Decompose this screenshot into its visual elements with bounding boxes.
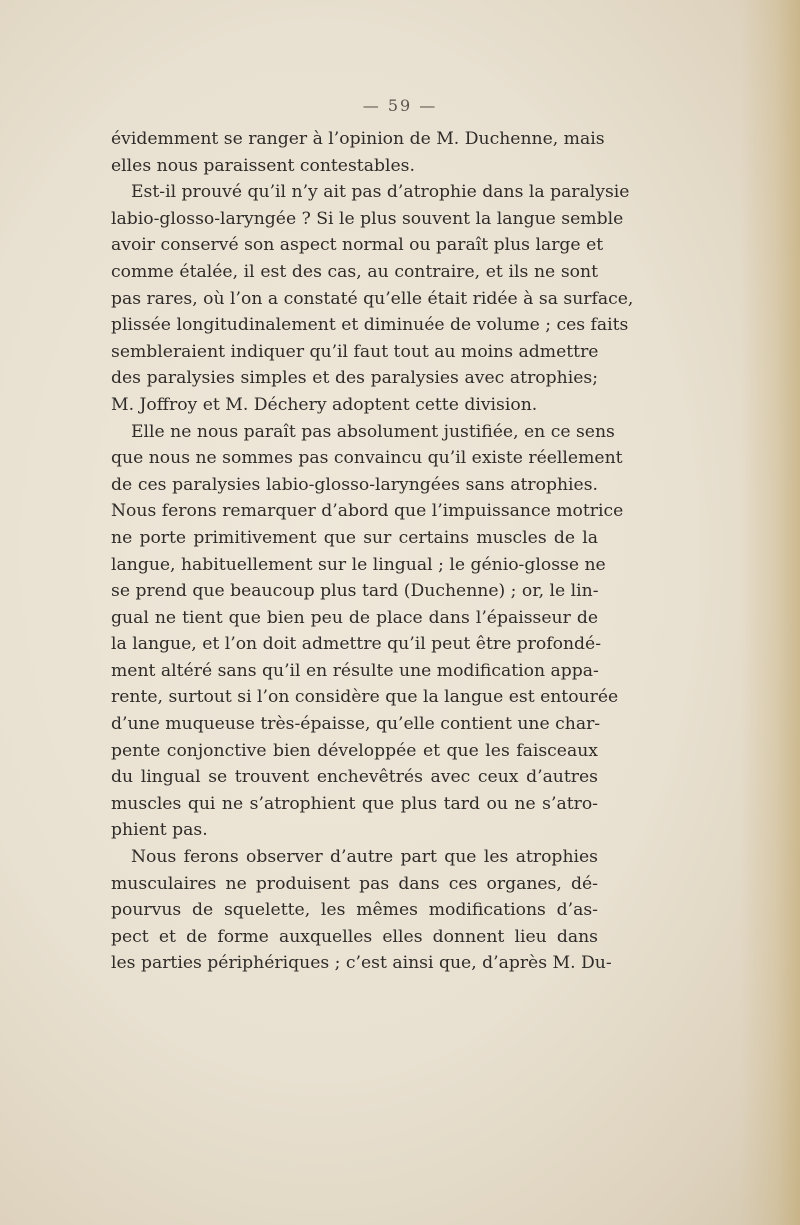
text-line: d’une muqueuse très-épaisse, qu’elle contient une char- [111, 714, 601, 735]
text-line: rente, surtout si l’on considère que la langue est entourée [111, 687, 619, 708]
body-text [111, 126, 634, 977]
text-line: Nous ferons observer d’autre part que les atrophies [131, 847, 598, 868]
text-line: Elle ne nous paraît pas absolument justifiée, en ce sens [131, 421, 615, 442]
text-line: muscles qui ne s’atrophient que plus tard ou ne s’atro- [111, 793, 598, 814]
text-line: les parties périphériques ; c’est ainsi que, d’après M. Du- [111, 953, 612, 974]
text-line: Est-il prouvé qu’il n’y ait pas d’atrophie dans la paralysie [131, 182, 630, 203]
text-line: du lingual se trouvent enchevêtrés avec ceux d’autres [111, 767, 598, 788]
text-line: que nous ne sommes pas convaincu qu’il existe réellement [111, 448, 623, 469]
text-line: avoir conservé son aspect normal ou paraît plus large et [111, 235, 604, 256]
text-line: pourvus de squelette, les mêmes modifications d’as- [111, 900, 598, 921]
page-edge-stain [740, 0, 800, 1225]
text-line: ne porte primitivement que sur certains muscles de la [111, 527, 598, 548]
text-line: pente conjonctive bien développée et que les faisceaux [111, 740, 598, 761]
text-line: elles nous paraissent contestables. [111, 155, 415, 176]
text-line: gual ne tient que bien peu de place dans l’épaisseur de [111, 607, 598, 628]
text-line: M. Joffroy et M. Déchery adoptent cette division. [111, 394, 538, 415]
text-line: la langue, et l’on doit admettre qu’il peut être profondé- [111, 634, 602, 655]
text-line: musculaires ne produisent pas dans ces organes, dé- [111, 873, 598, 894]
text-line: sembleraient indiquer qu’il faut tout au moins admettre [111, 341, 599, 362]
text-line: ment altéré sans qu’il en résulte une modification appa- [111, 660, 599, 681]
text-line: phient pas. [111, 820, 208, 841]
text-line: des paralysies simples et des paralysies avec atrophies; [111, 368, 598, 389]
page-number: — 59 — [362, 96, 438, 115]
text-line: langue, habituellement sur le lingual ; le génio-glosse ne [111, 554, 606, 575]
text-line: pect et de forme auxquelles elles donnent lieu dans [111, 926, 598, 947]
text-line: plissée longitudinalement et diminuée de volume ; ces faits [111, 315, 629, 336]
text-line: pas rares, où l’on a constaté qu’elle était ridée à sa surface, [111, 288, 634, 309]
text-line: se prend que beaucoup plus tard (Duchenne) ; or, le lin- [111, 581, 599, 602]
text-line: de ces paralysies labio-glosso-laryngées sans atrophies. [111, 474, 598, 495]
text-line: Nous ferons remarquer d’abord que l’impuissance motrice [111, 501, 624, 522]
text-line: évidemment se ranger à l’opinion de M. Duchenne, mais [111, 129, 605, 149]
text-line: comme étalée, il est des cas, au contraire, et ils ne sont [111, 261, 598, 282]
text-line: labio-glosso-laryngée ? Si le plus souvent la langue semble [111, 208, 624, 229]
